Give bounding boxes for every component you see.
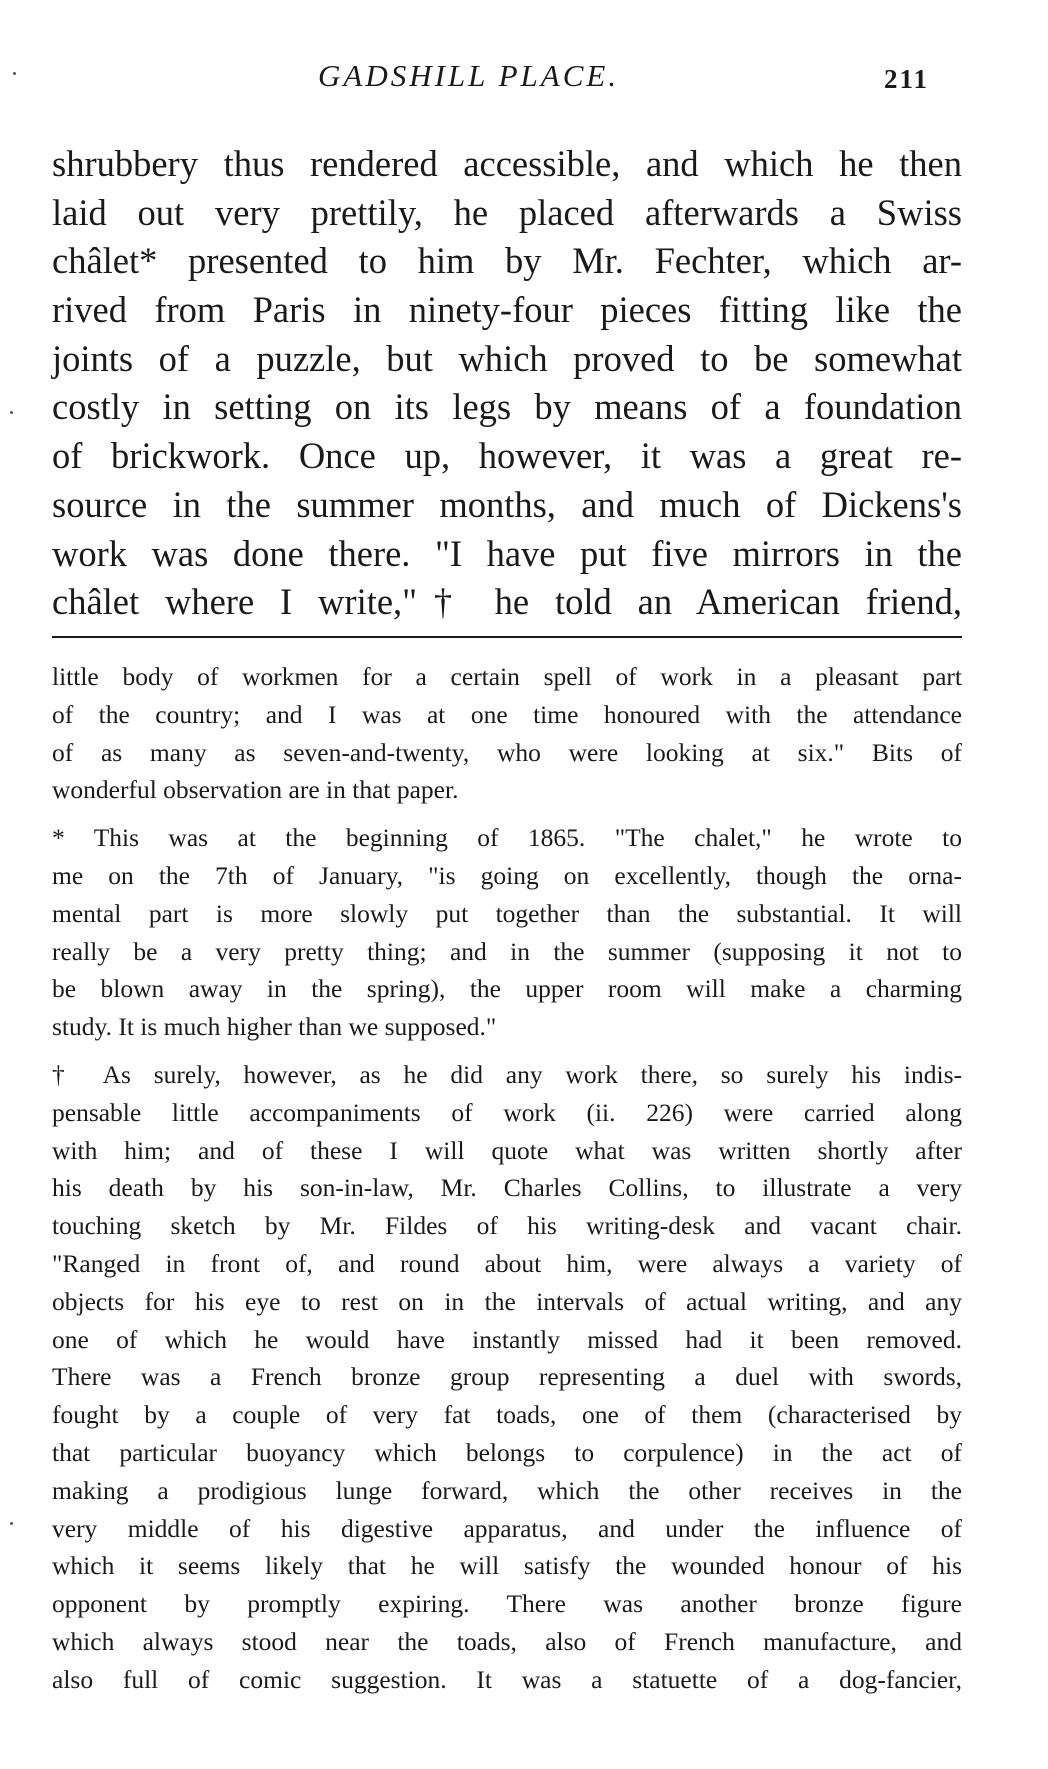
body-line: laid out very prettily, he placed afterwards a Swiss	[52, 191, 962, 233]
scan-speck	[13, 72, 16, 75]
footnote-line: that particular buoyancy which belongs to corpulence) in the act of	[52, 1437, 962, 1467]
footnote-line: making a prodigious lunge forward, which the other receives in the	[52, 1475, 962, 1505]
footnote-line: very middle of his digestive apparatus, and under the influence of	[52, 1513, 962, 1543]
footnote-continued	[52, 658, 962, 809]
page-number: 211	[884, 64, 930, 94]
footnote-line: † As surely, however, as he did any work there, so surely his indis-	[52, 1059, 962, 1089]
body-line: work was done there. "I have put five mirrors in the	[52, 532, 962, 574]
body-line: of brickwork. Once up, however, it was a great re-	[52, 435, 962, 477]
body-line: costly in setting on its legs by means of a foundation	[52, 386, 962, 428]
footnote-line: with him; and of these I will quote what was written shortly after	[52, 1135, 962, 1165]
page-header	[0, 58, 1048, 98]
footnote-line: which it seems likely that he will satisfy the wounded honour of his	[52, 1551, 962, 1581]
running-title: GADSHILL PLACE.	[318, 58, 620, 93]
footnote-line: There was a French bronze group representing a duel with swords,	[52, 1362, 962, 1392]
body-line: source in the summer months, and much of Dickens's	[52, 483, 962, 525]
footnote-line: really be a very pretty thing; and in the summer (supposing it not to	[52, 936, 962, 966]
footnote-line: one of which he would have instantly missed had it been removed.	[52, 1324, 962, 1354]
footnote-line: pensable little accompaniments of work (ii. 226) were carried along	[52, 1097, 962, 1127]
footnote-line: fought by a couple of very fat toads, one of them (characterised by	[52, 1400, 962, 1430]
scan-speck	[10, 411, 13, 414]
footnote-dagger	[52, 1056, 962, 1699]
footnote-line: which always stood near the toads, also of French manufacture, and	[52, 1626, 962, 1656]
footnote-star	[52, 819, 962, 1046]
footnote-line: * This was at the beginning of 1865. "The chalet," he wrote to	[52, 823, 962, 853]
footnote-line: mental part is more slowly put together than the substantial. It will	[52, 898, 962, 928]
footnote-line: objects for his eye to rest on in the intervals of actual writing, and any	[52, 1286, 962, 1316]
footnote-line: opponent by promptly expiring. There was another bronze figure	[52, 1589, 962, 1619]
body-line: joints of a puzzle, but which proved to be somewhat	[52, 337, 962, 379]
footnote-line: me on the 7th of January, "is going on excellently, though the orna-	[52, 860, 962, 890]
footnote-line: his death by his son-in-law, Mr. Charles Collins, to illustrate a very	[52, 1173, 962, 1203]
footnote-line: be blown away in the spring), the upper room will make a charming	[52, 974, 962, 1004]
footnote-line: touching sketch by Mr. Fildes of his writing-desk and vacant chair.	[52, 1211, 962, 1241]
footnote-divider	[52, 636, 962, 638]
body-line: rived from Paris in ninety-four pieces fitting like the	[52, 289, 962, 331]
footnote-line: of as many as seven-and-twenty, who were looking at six." Bits of	[52, 737, 962, 767]
body-line: châlet* presented to him by Mr. Fechter, which ar-	[52, 240, 962, 282]
footnotes	[52, 658, 962, 1699]
footnote-line: wonderful observation are in that paper.	[52, 775, 459, 805]
body-line: châlet where I write,"† he told an American friend,	[52, 581, 962, 623]
footnote-line: "Ranged in front of, and round about him, were always a variety of	[52, 1248, 962, 1278]
scan-speck	[10, 1522, 13, 1525]
footnote-line: little body of workmen for a certain spell of work in a pleasant part	[52, 662, 962, 691]
footnote-line: also full of comic suggestion. It was a statuette of a dog-fancier,	[52, 1664, 962, 1694]
footnote-line: of the country; and I was at one time honoured with the attendance	[52, 699, 962, 729]
body-text	[52, 140, 962, 627]
body-line: shrubbery thus rendered accessible, and which he then	[52, 143, 962, 184]
footnote-line: study. It is much higher than we supposed."	[52, 1012, 497, 1042]
